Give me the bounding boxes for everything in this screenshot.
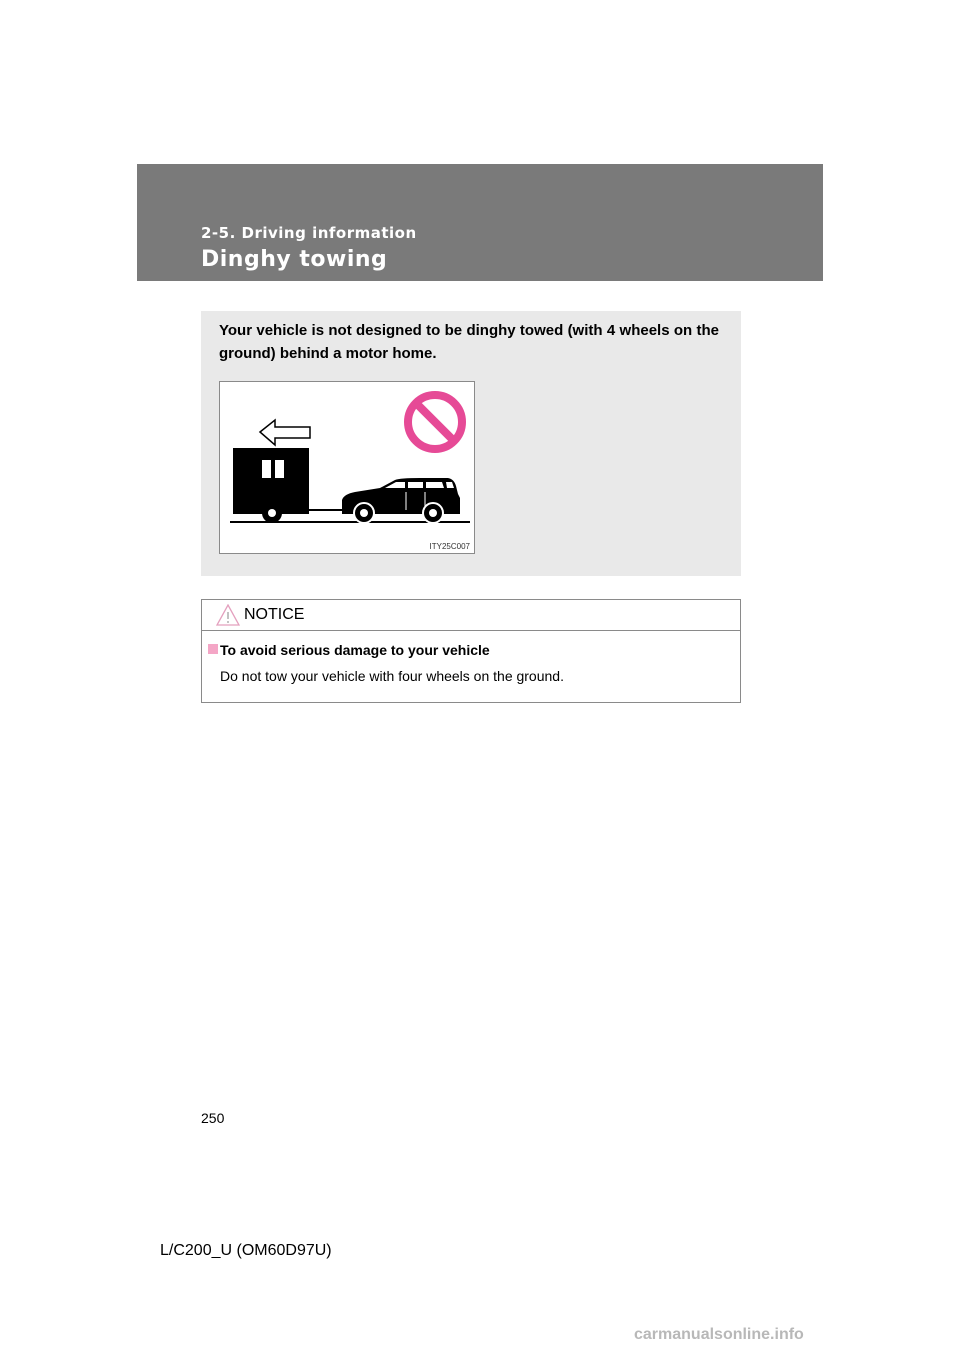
towing-illustration — [219, 381, 475, 554]
notice-header — [202, 600, 740, 631]
document-code: L/C200_U (OM60D97U) — [160, 1242, 332, 1259]
direction-arrow-icon — [260, 420, 310, 445]
towing-drawing — [220, 382, 476, 555]
notice-body: Do not tow your vehicle with four wheels on the ground. — [220, 668, 564, 684]
section-label: 2-5. Driving information — [201, 224, 417, 242]
intro-box — [201, 311, 741, 576]
suv-icon — [342, 478, 460, 523]
notice-title: NOTICE — [244, 606, 305, 623]
warning-triangle-icon — [216, 604, 240, 626]
notice-box — [201, 599, 741, 703]
watermark: carmanualsonline.info — [634, 1326, 804, 1343]
square-bullet-icon — [208, 644, 218, 654]
page-title: Dinghy towing — [201, 247, 388, 272]
prohibition-icon — [408, 395, 462, 449]
notice-subtitle: To avoid serious damage to your vehicle — [220, 642, 490, 658]
page-number: 250 — [201, 1110, 225, 1126]
section-header-banner — [137, 164, 823, 281]
figure-code: ITY25C007 — [429, 542, 470, 551]
intro-text: Your vehicle is not designed to be dinghy towed (with 4 wheels on the ground) behind a motor home. — [219, 322, 719, 362]
